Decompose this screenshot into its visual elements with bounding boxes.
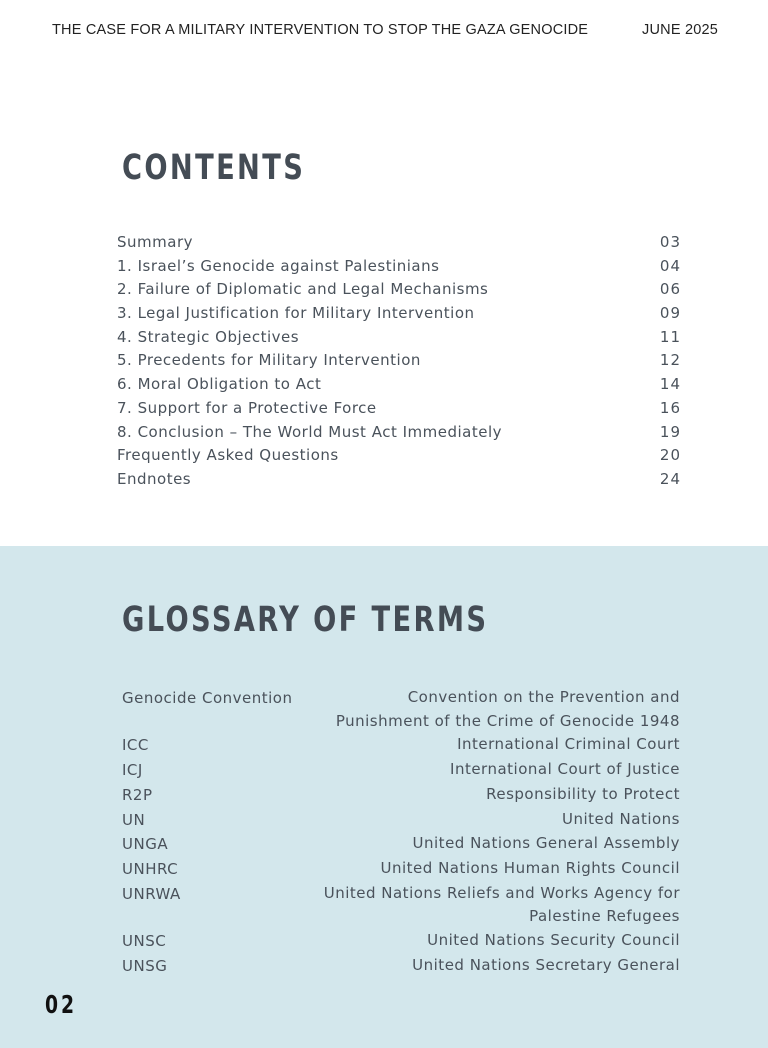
- toc-entry-label: 2. Failure of Diplomatic and Legal Mechanisms: [117, 280, 489, 299]
- glossary-term: UNHRC: [122, 859, 179, 878]
- glossary-entry: [122, 733, 680, 758]
- toc-entry-page: 12: [659, 351, 681, 370]
- toc-entry[interactable]: [117, 421, 681, 445]
- table-of-contents: [117, 231, 681, 492]
- toc-entry[interactable]: [117, 349, 681, 373]
- glossary-entry: [122, 758, 680, 783]
- toc-entry-page: 04: [659, 256, 681, 275]
- glossary-term: UNSG: [122, 956, 168, 975]
- glossary-term: UN: [122, 810, 146, 829]
- glossary-entry: [122, 832, 680, 857]
- toc-entry[interactable]: [117, 444, 681, 468]
- toc-entry-label: 6. Moral Obligation to Act: [117, 375, 322, 394]
- glossary-term: ICC: [122, 736, 149, 755]
- glossary-definition: United Nations Reliefs and Works Agency for Palestine Refugees: [323, 883, 680, 926]
- glossary-entry: [122, 808, 680, 833]
- glossary-definition: Convention on the Prevention and Punishment of the Crime of Genocide 1948: [335, 688, 680, 730]
- toc-entry[interactable]: [117, 278, 681, 302]
- toc-entry-label: 7. Support for a Protective Force: [117, 398, 377, 417]
- glossary-definition: United Nations Secretary General: [412, 955, 680, 974]
- toc-entry-label: 4. Strategic Objectives: [117, 327, 300, 346]
- toc-entry[interactable]: [117, 255, 681, 279]
- toc-entry-label: 1. Israel’s Genocide against Palestinians: [117, 256, 440, 275]
- glossary-entry: [122, 686, 680, 733]
- toc-entry[interactable]: [117, 397, 681, 421]
- glossary-term: ICJ: [122, 761, 143, 780]
- toc-entry-page: 11: [659, 327, 681, 346]
- glossary-term: Genocide Convention: [122, 689, 293, 707]
- glossary-definition: International Court of Justice: [450, 760, 680, 779]
- toc-entry[interactable]: [117, 373, 681, 397]
- toc-entry-page: 14: [659, 375, 681, 394]
- document-date: JUNE 2025: [642, 22, 718, 38]
- toc-entry[interactable]: [117, 468, 681, 492]
- toc-entry-page: 06: [659, 280, 681, 299]
- glossary-definition: United Nations General Assembly: [412, 834, 680, 853]
- glossary-entry: [122, 929, 680, 954]
- glossary-definition: United Nations Human Rights Council: [380, 858, 680, 877]
- glossary-heading: GLOSSARY OF TERMS: [122, 600, 489, 640]
- toc-entry-label: 3. Legal Justification for Military Intervention: [117, 304, 475, 323]
- page-number: 02: [45, 990, 78, 1019]
- toc-entry-page: 16: [659, 398, 681, 417]
- glossary-term: R2P: [122, 785, 153, 804]
- glossary-list: [122, 686, 680, 978]
- glossary-definition: United Nations: [561, 809, 680, 828]
- toc-entry-page: 20: [659, 446, 681, 465]
- toc-entry[interactable]: [117, 231, 681, 255]
- document-title: THE CASE FOR A MILITARY INTERVENTION TO STOP THE GAZA GENOCIDE: [52, 22, 589, 38]
- toc-entry-label: 5. Precedents for Military Intervention: [117, 351, 421, 370]
- glossary-term: UNRWA: [122, 884, 181, 903]
- toc-entry[interactable]: [117, 326, 681, 350]
- toc-entry-label: Frequently Asked Questions: [117, 446, 339, 465]
- glossary-entry: [122, 882, 680, 929]
- toc-entry-label: 8. Conclusion – The World Must Act Immediately: [117, 422, 502, 441]
- glossary-term: UNGA: [122, 835, 169, 854]
- toc-entry-page: 09: [659, 304, 681, 323]
- toc-entry-page: 24: [659, 469, 681, 488]
- glossary-definition: United Nations Security Council: [427, 931, 680, 950]
- glossary-entry: [122, 783, 680, 808]
- glossary-definition: Responsibility to Protect: [486, 784, 680, 803]
- toc-entry[interactable]: [117, 302, 681, 326]
- toc-entry-label: Endnotes: [117, 469, 192, 488]
- glossary-entry: [122, 954, 680, 979]
- toc-entry-page: 03: [659, 233, 681, 251]
- toc-entry-page: 19: [659, 422, 681, 441]
- page-header: [52, 22, 718, 38]
- glossary-term: UNSC: [122, 932, 167, 951]
- glossary-definition: International Criminal Court: [457, 735, 680, 754]
- toc-entry-label: Summary: [117, 233, 193, 251]
- glossary-entry: [122, 857, 680, 882]
- contents-heading: CONTENTS: [122, 148, 306, 188]
